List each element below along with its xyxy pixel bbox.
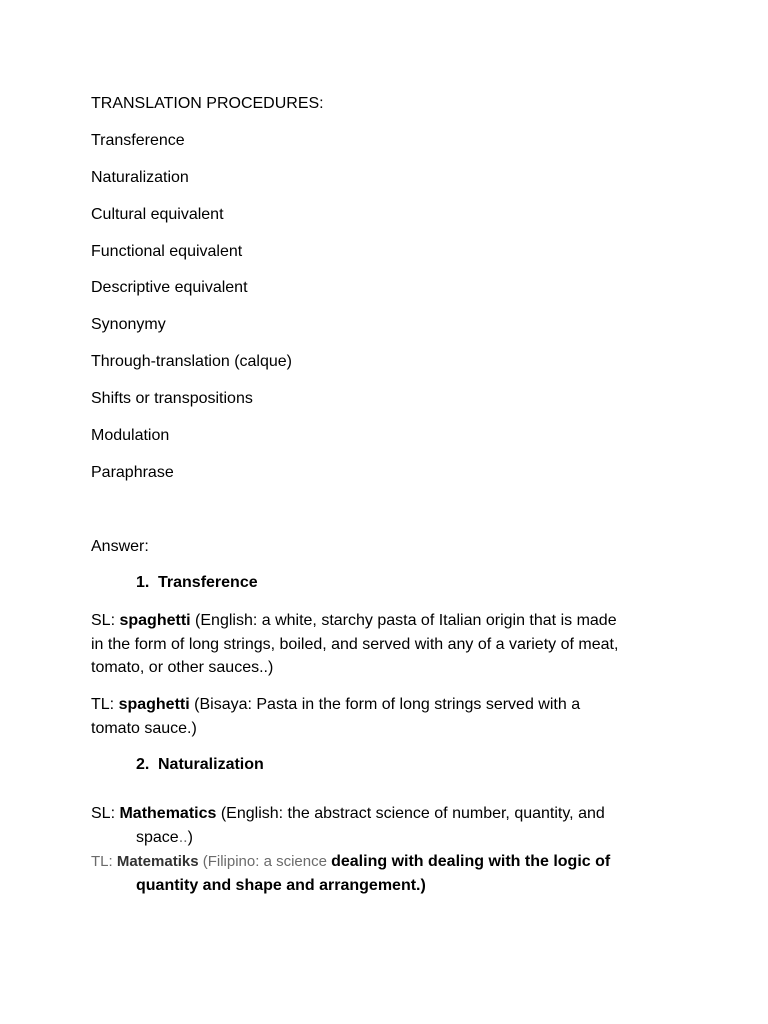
- procedure-item: Cultural equivalent: [91, 206, 224, 223]
- tl-text-line: quantity and shape and arrangement.): [136, 877, 426, 894]
- sl-text: (English: the abstract science of number, quantity, and: [216, 805, 605, 822]
- tl-prefix: TL:: [91, 696, 119, 713]
- sl-prefix: SL:: [91, 612, 120, 629]
- tl-text: (Filipino: a science: [198, 853, 332, 870]
- sl-text-line: [136, 828, 193, 848]
- tl-line: [91, 852, 610, 872]
- procedure-item: Paraphrase: [91, 464, 174, 481]
- procedure-item: Through-translation (calque): [91, 353, 292, 370]
- item-title: Naturalization: [158, 756, 264, 773]
- answer-item-title: [136, 755, 264, 775]
- page-heading: TRANSLATION PROCEDURES:: [91, 95, 324, 112]
- sl-text-line: tomato, or other sauces..): [91, 659, 274, 676]
- tl-line: [91, 695, 580, 715]
- procedure-item: Synonymy: [91, 316, 166, 333]
- tl-prefix: TL:: [91, 853, 117, 870]
- answer-label: Answer:: [91, 538, 149, 555]
- item-number: 1.: [136, 574, 150, 591]
- tl-text: (Bisaya: Pasta in the form of long strings served with a: [189, 696, 581, 713]
- procedure-item: Functional equivalent: [91, 243, 243, 260]
- sl-text: (English: a white, starchy pasta of Italian origin that is made: [190, 612, 617, 629]
- sl-text-line: in the form of long strings, boiled, and served with any of a variety of meat,: [91, 636, 619, 653]
- procedure-item: Modulation: [91, 427, 170, 444]
- sl-line: [91, 611, 617, 631]
- tl-text-line: tomato sauce.): [91, 720, 197, 737]
- item-title: Transference: [158, 574, 258, 591]
- procedure-item: Transference: [91, 132, 185, 149]
- tl-text: dealing with dealing with the logic of: [331, 853, 611, 870]
- sl-text: ): [187, 829, 193, 846]
- procedure-item: Descriptive equivalent: [91, 279, 248, 296]
- tl-term: spaghetti: [118, 696, 190, 713]
- sl-term: spaghetti: [119, 612, 191, 629]
- answer-item-title: [136, 573, 258, 593]
- sl-prefix: SL:: [91, 805, 120, 822]
- procedure-item: Shifts or transpositions: [91, 390, 253, 407]
- sl-term: Mathematics: [119, 805, 217, 822]
- sl-line: [91, 804, 605, 824]
- tl-term: Matematiks: [116, 853, 199, 870]
- sl-text: space: [136, 829, 179, 846]
- sl-text: ..: [178, 829, 188, 846]
- procedure-item: Naturalization: [91, 169, 189, 186]
- item-number: 2.: [136, 756, 150, 773]
